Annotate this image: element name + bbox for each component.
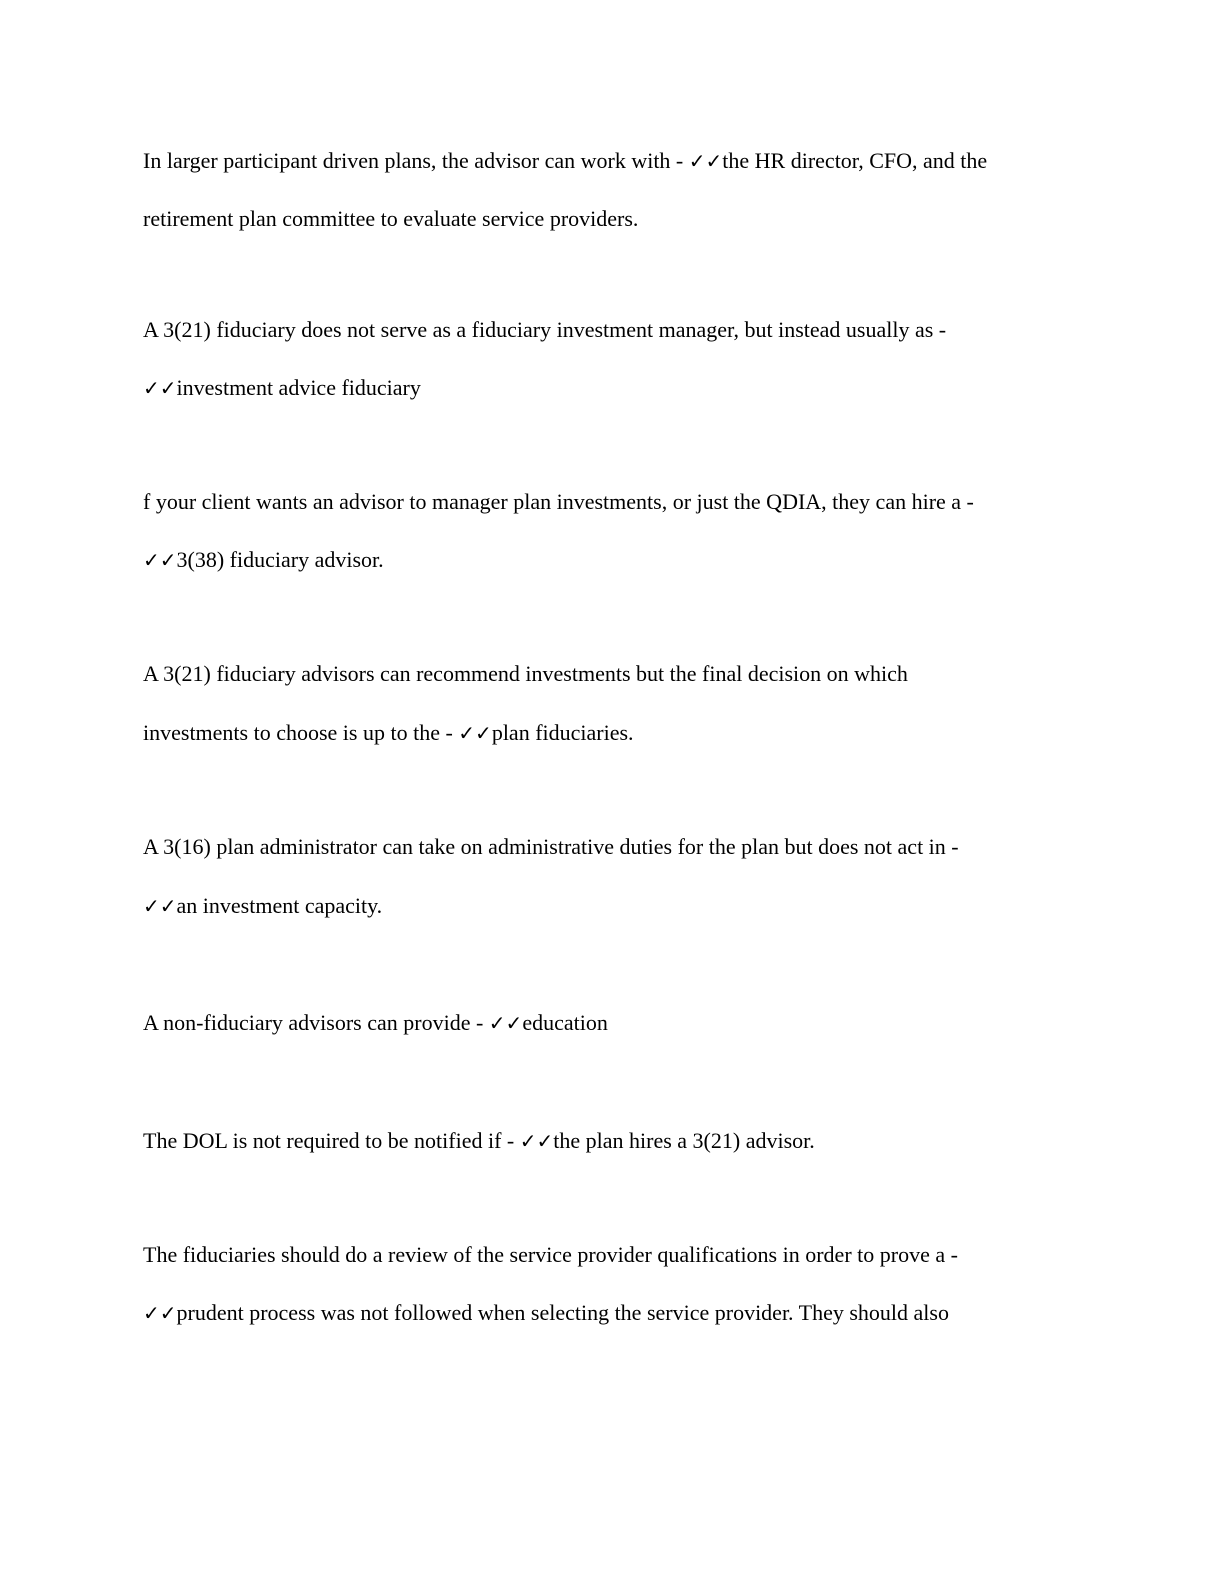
qa-2-line-1 xyxy=(143,316,946,344)
qa-1-line-2 xyxy=(143,205,638,233)
double-check-icon: ✓✓ xyxy=(143,1301,177,1325)
qa-3-line-1 xyxy=(143,488,974,516)
qa-6-line-1 xyxy=(143,1009,608,1037)
qa-4-line-1 xyxy=(143,660,908,688)
qa-6-question: A non-fiduciary advisors can provide - xyxy=(143,1010,489,1035)
qa-4-question: A 3(21) fiduciary advisors can recommend investments but the final decision on which xyxy=(143,661,908,686)
qa-4-line-2 xyxy=(143,719,634,747)
double-check-icon: ✓✓ xyxy=(488,1011,523,1035)
double-check-icon: ✓✓ xyxy=(458,721,492,745)
qa-5-line-1 xyxy=(143,833,959,861)
qa-1-line-1 xyxy=(143,147,987,175)
qa-5-answer: an investment capacity. xyxy=(176,893,383,918)
qa-3-question: f your client wants an advisor to manager plan investments, or just the QDIA, they can hire a - xyxy=(143,489,974,514)
double-check-icon: ✓✓ xyxy=(143,376,177,400)
qa-8-answer: prudent process was not followed when selecting the service provider. They should also xyxy=(176,1300,949,1325)
qa-2-line-2 xyxy=(143,374,421,402)
qa-1-question: In larger participant driven plans, the advisor can work with - xyxy=(143,148,689,173)
qa-1-answer: the HR director, CFO, and the xyxy=(722,148,988,173)
qa-7-question: The DOL is not required to be notified if - xyxy=(143,1128,520,1153)
qa-6-answer: education xyxy=(522,1010,608,1035)
qa-1-answer-cont: retirement plan committee to evaluate service providers. xyxy=(143,206,639,231)
qa-8-question: The fiduciaries should do a review of the service provider qualifications in order to prove a - xyxy=(143,1242,958,1267)
qa-3-answer: 3(38) fiduciary advisor. xyxy=(176,547,384,572)
double-check-icon: ✓✓ xyxy=(688,149,723,173)
double-check-icon: ✓✓ xyxy=(143,894,177,918)
double-check-icon: ✓✓ xyxy=(519,1129,554,1153)
qa-7-answer: the plan hires a 3(21) advisor. xyxy=(553,1128,815,1153)
qa-2-answer: investment advice fiduciary xyxy=(176,375,421,400)
qa-8-line-1 xyxy=(143,1241,958,1269)
qa-8-line-2 xyxy=(143,1299,949,1327)
qa-4-answer: plan fiduciaries. xyxy=(491,720,634,745)
qa-2-question: A 3(21) fiduciary does not serve as a fiduciary investment manager, but instead usually as - xyxy=(143,317,947,342)
qa-7-line-1 xyxy=(143,1127,815,1155)
qa-4-question-cont: investments to choose is up to the - xyxy=(143,720,459,745)
qa-5-question: A 3(16) plan administrator can take on administrative duties for the plan but does not act in - xyxy=(143,834,959,859)
qa-3-line-2 xyxy=(143,546,384,574)
double-check-icon: ✓✓ xyxy=(143,548,177,572)
qa-5-line-2 xyxy=(143,892,382,920)
